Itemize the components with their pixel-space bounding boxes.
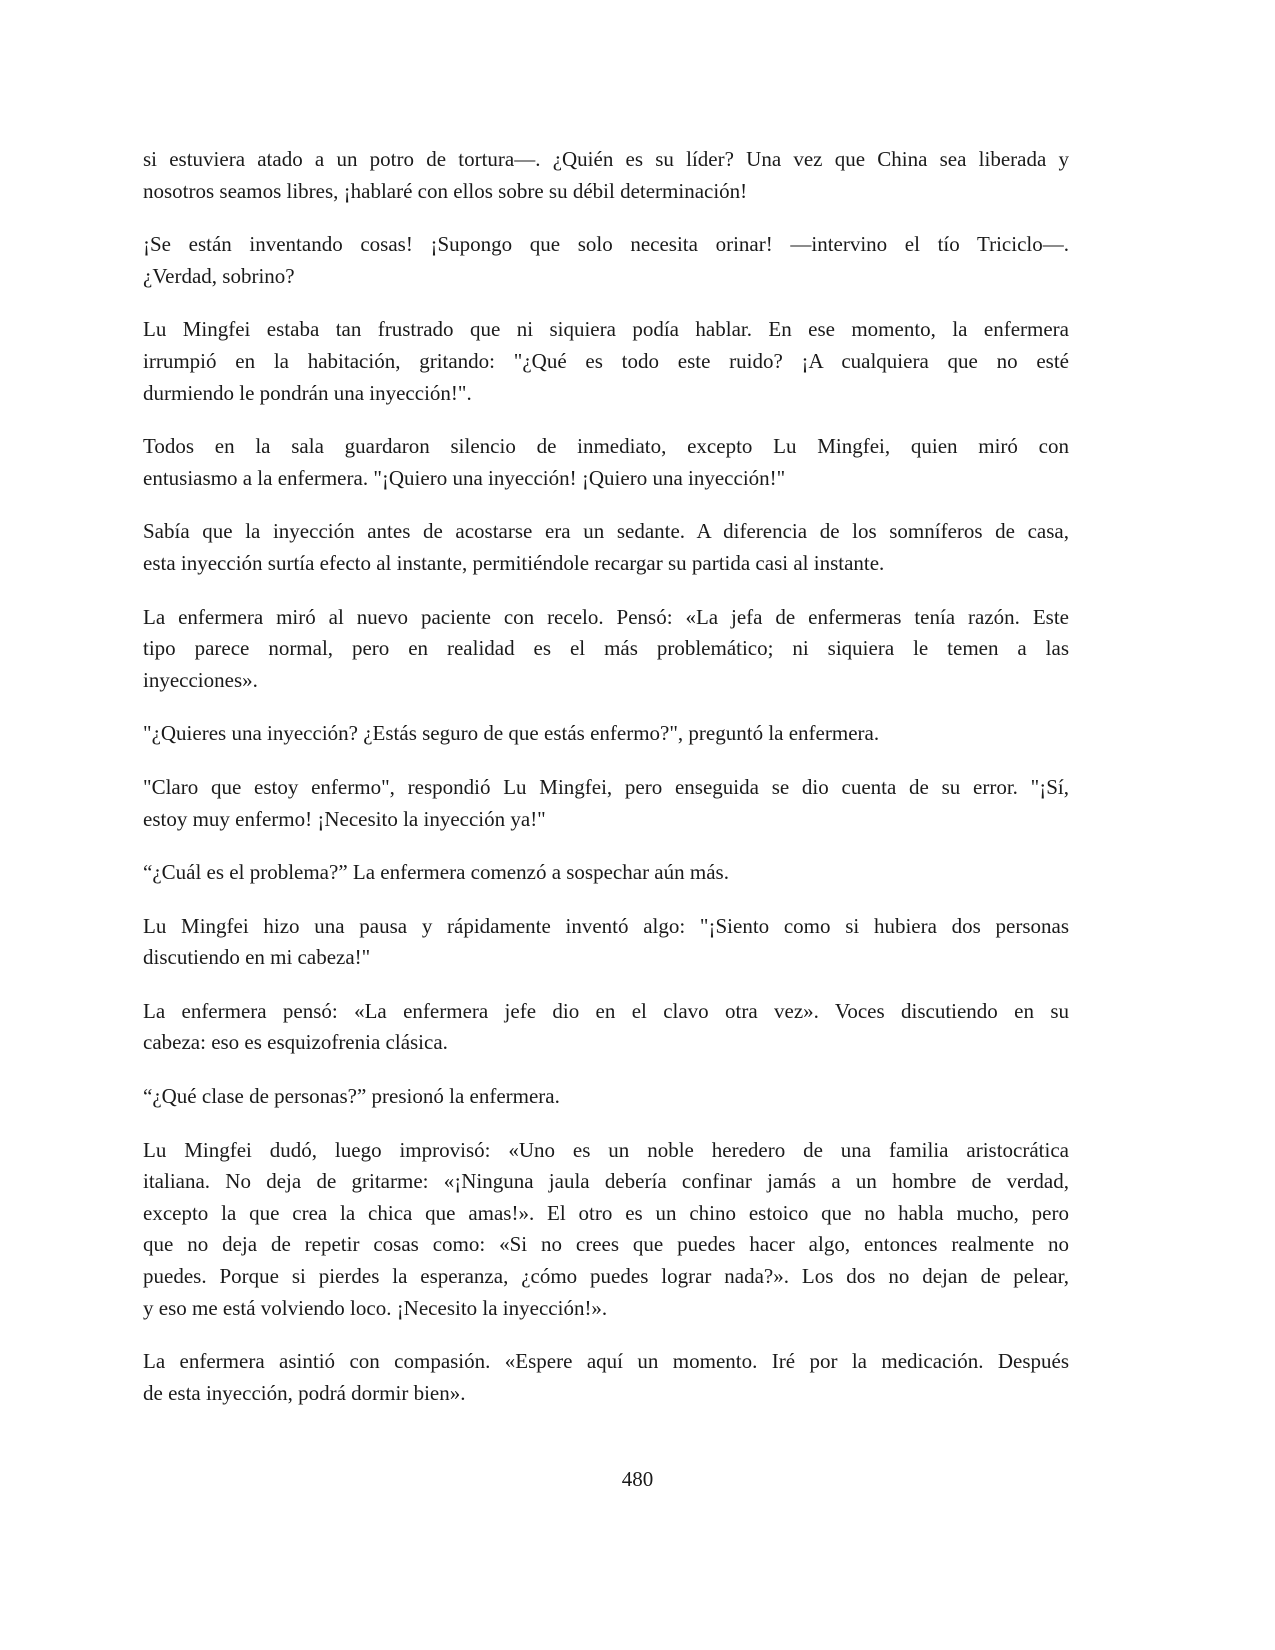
text-line: Sabía que la inyección antes de acostarse era un sedante. A diferencia de los somníferos de casa, — [143, 519, 1069, 544]
text-line: Lu Mingfei hizo una pausa y rápidamente inventó algo: "¡Siento como si hubiera dos personas — [143, 913, 1069, 938]
text-line: discutiendo en mi cabeza!" — [143, 945, 371, 970]
text-line: Lu Mingfei estaba tan frustrado que ni siquiera podía hablar. En ese momento, la enfermera — [143, 317, 1069, 342]
page-number: 480 — [621, 1467, 654, 1491]
paragraph — [143, 314, 1069, 409]
paragraph — [143, 718, 1069, 750]
paragraph — [143, 996, 1069, 1059]
text-line: tipo parece normal, pero en realidad es el más problemático; ni siquiera le temen a las — [143, 636, 1069, 661]
paragraph — [143, 516, 1069, 579]
text-line: "Claro que estoy enfermo", respondió Lu Mingfei, pero enseguida se dio cuenta de su error. "¡Sí, — [143, 774, 1069, 799]
paragraph — [143, 857, 1069, 889]
text-line: inyecciones». — [143, 667, 258, 692]
text-line: puedes. Porque si pierdes la esperanza, ¿cómo puedes lograr nada?». Los dos no dejan de pelear, — [143, 1264, 1069, 1289]
text-line: italiana. No deja de gritarme: «¡Ninguna jaula debería confinar jamás a un hombre de verdad, — [143, 1169, 1069, 1194]
text-line: estoy muy enfermo! ¡Necesito la inyección ya!" — [143, 806, 546, 831]
paragraph — [143, 1135, 1069, 1325]
text-line: La enfermera miró al nuevo paciente con recelo. Pensó: «La jefa de enfermeras tenía razón. Este — [143, 604, 1069, 629]
text-line: Todos en la sala guardaron silencio de inmediato, excepto Lu Mingfei, quien miró con — [143, 434, 1069, 459]
text-line: si estuviera atado a un potro de tortura—. ¿Quién es su líder? Una vez que China sea liberada y — [143, 147, 1069, 171]
text-line: ¡Se están inventando cosas! ¡Supongo que solo necesita orinar! —intervino el tío Triciclo—. — [143, 232, 1069, 257]
text-line: y eso me está volviendo loco. ¡Necesito la inyección!». — [143, 1295, 608, 1320]
text-line: entusiasmo a la enfermera. "¡Quiero una inyección! ¡Quiero una inyección!" — [143, 465, 786, 490]
page-body — [143, 144, 1069, 1431]
paragraph — [143, 431, 1069, 494]
text-line: La enfermera asintió con compasión. «Espere aquí un momento. Iré por la medicación. Después — [143, 1349, 1069, 1374]
text-line: que no deja de repetir cosas como: «Si no crees que puedes hacer algo, entonces realmente no — [143, 1232, 1069, 1257]
text-line: excepto la que crea la chica que amas!». El otro es un chino estoico que no habla mucho, pero — [143, 1200, 1069, 1225]
text-line: “¿Qué clase de personas?” presionó la enfermera. — [143, 1084, 560, 1109]
text-line: de esta inyección, podrá dormir bien». — [143, 1380, 466, 1405]
paragraph — [143, 911, 1069, 974]
text-line: irrumpió en la habitación, gritando: "¿Qué es todo este ruido? ¡A cualquiera que no esté — [143, 348, 1069, 373]
text-line: ¿Verdad, sobrino? — [143, 263, 295, 288]
text-line: “¿Cuál es el problema?” La enfermera comenzó a sospechar aún más. — [143, 860, 729, 885]
text-line: durmiendo le pondrán una inyección!". — [143, 380, 472, 405]
text-line: esta inyección surtía efecto al instante, permitiéndole recargar su partida casi al instante. — [143, 550, 885, 575]
paragraph — [143, 144, 1069, 207]
paragraph — [143, 229, 1069, 292]
text-line: La enfermera pensó: «La enfermera jefe dio en el clavo otra vez». Voces discutiendo en su — [143, 998, 1069, 1023]
text-line: nosotros seamos libres, ¡hablaré con ellos sobre su débil determinación! — [143, 178, 748, 203]
paragraph — [143, 1346, 1069, 1409]
paragraph — [143, 602, 1069, 697]
paragraph — [143, 772, 1069, 835]
text-line: "¿Quieres una inyección? ¿Estás seguro de que estás enfermo?", preguntó la enfermera. — [143, 721, 880, 746]
paragraph — [143, 1081, 1069, 1113]
text-line: cabeza: eso es esquizofrenia clásica. — [143, 1030, 448, 1055]
text-line: Lu Mingfei dudó, luego improvisó: «Uno es un noble heredero de una familia aristocrática — [143, 1137, 1069, 1162]
